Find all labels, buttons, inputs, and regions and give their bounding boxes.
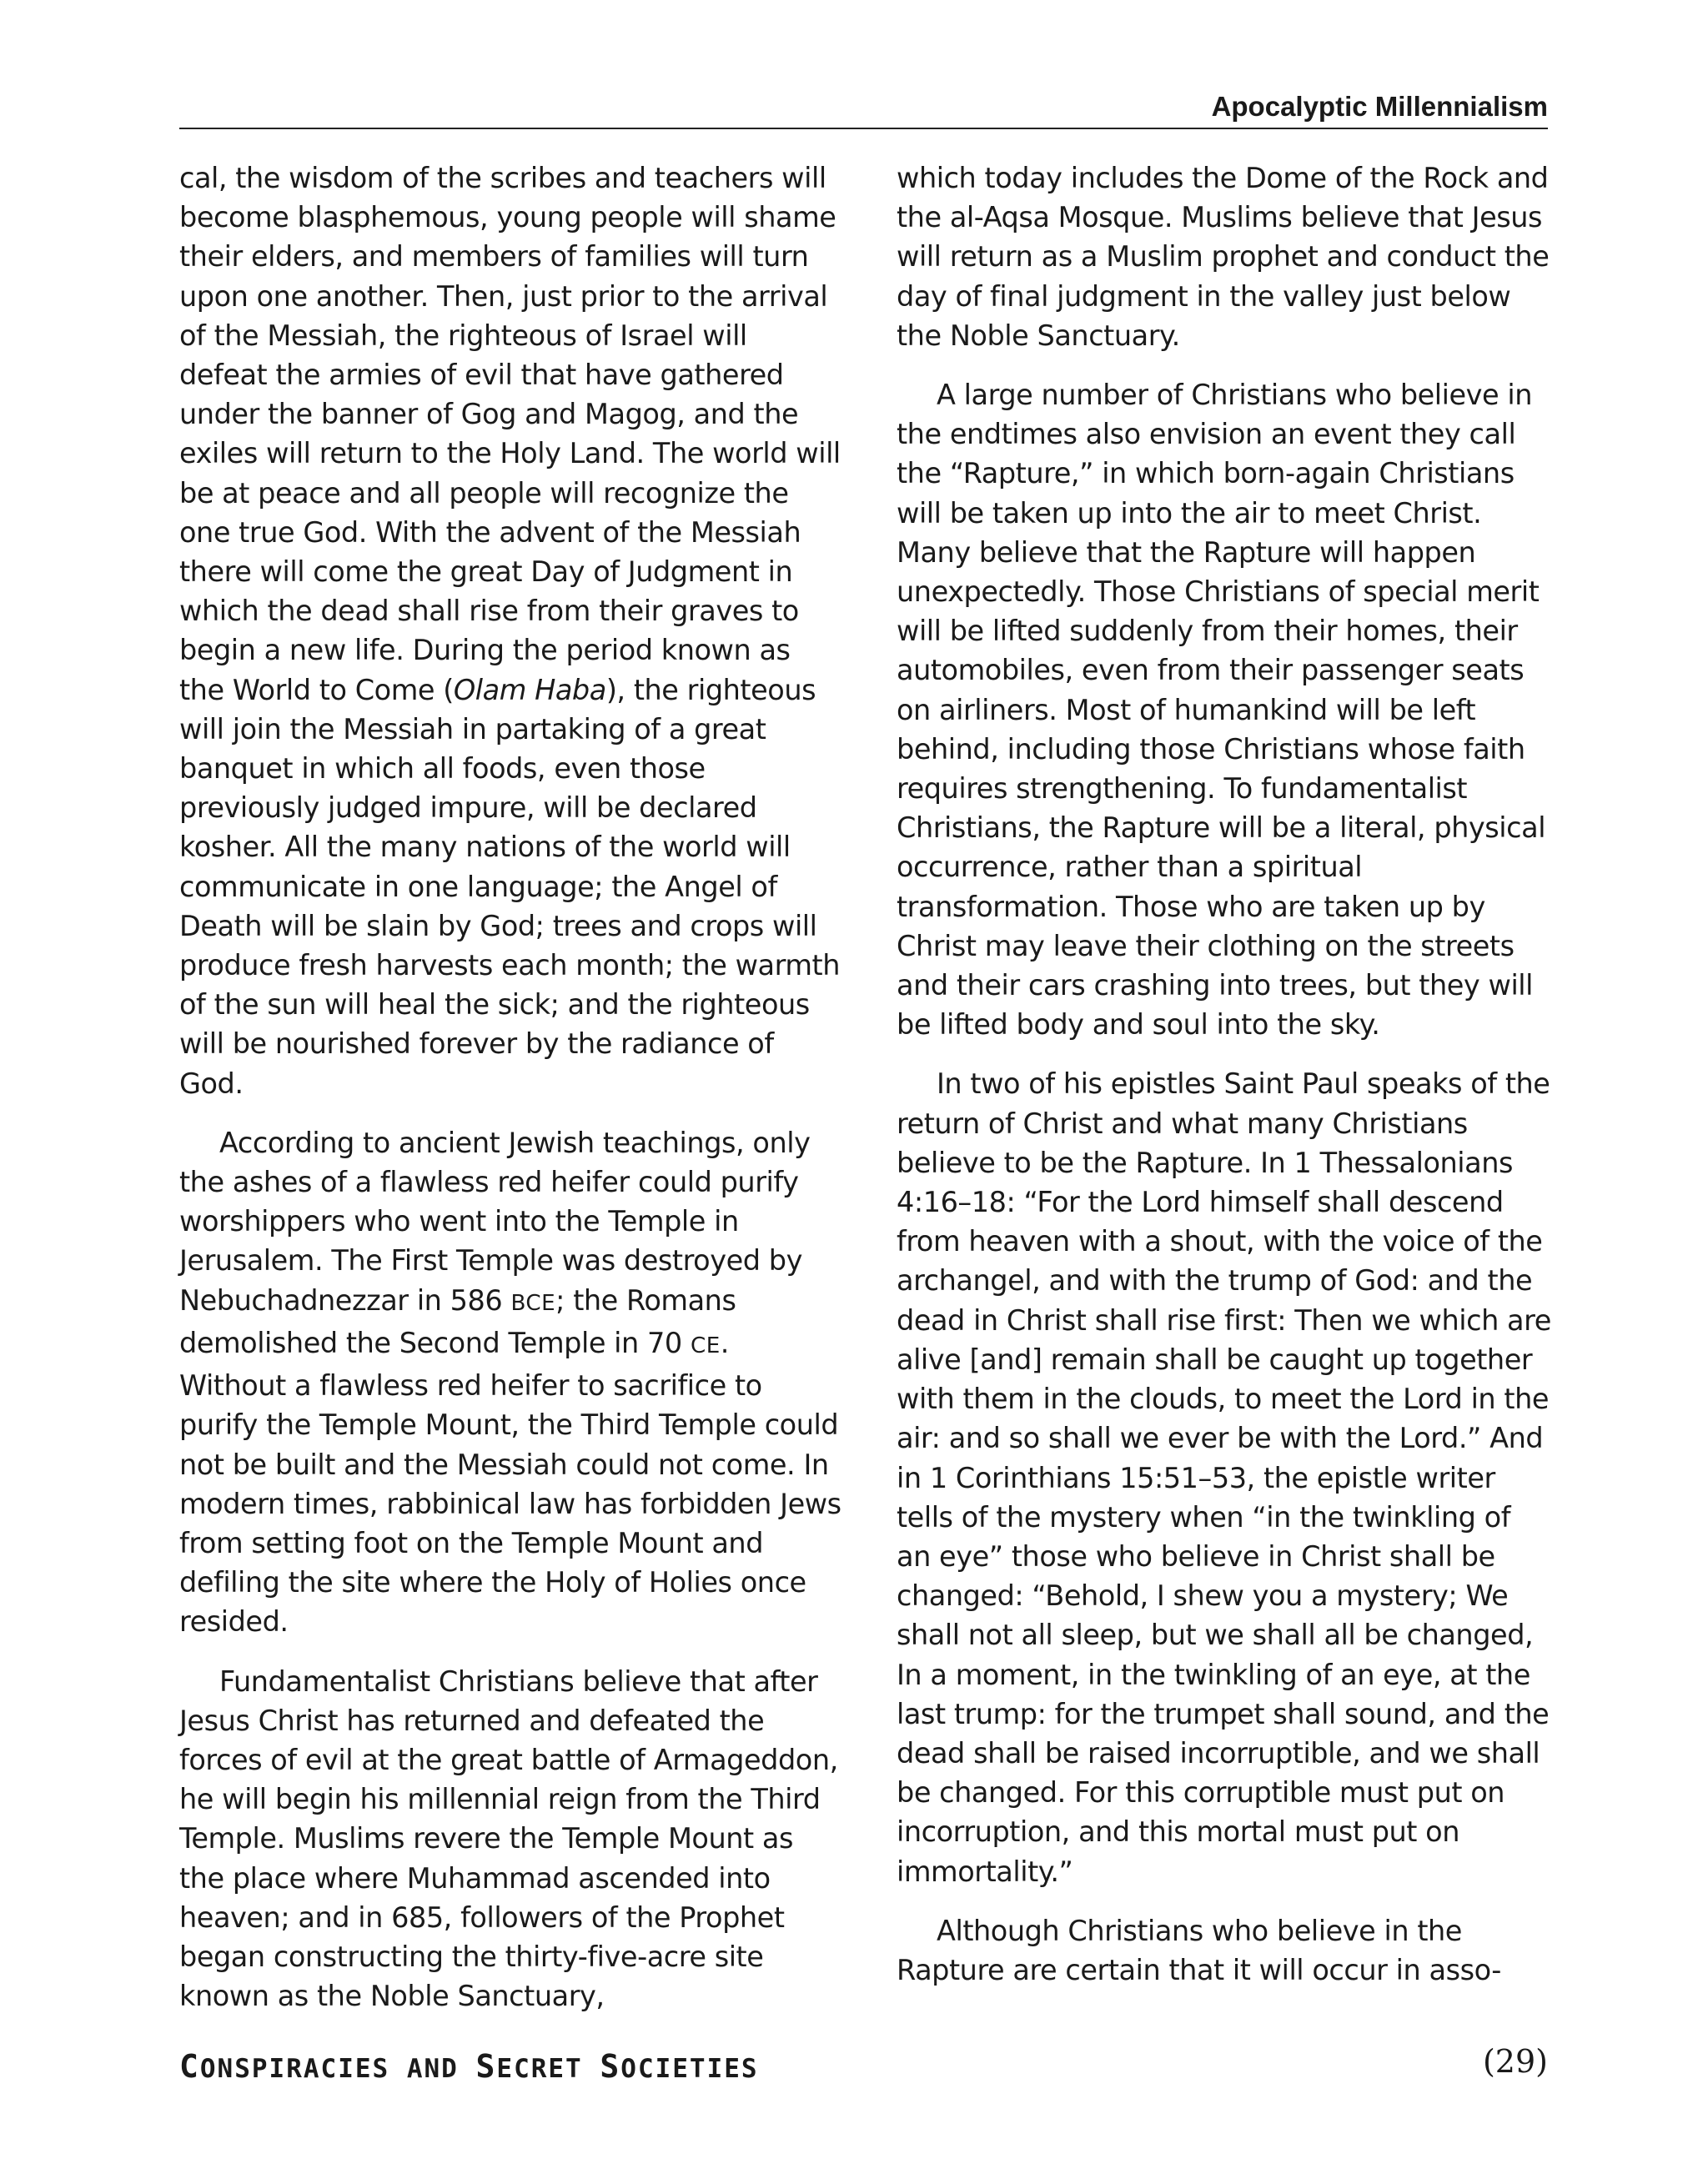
era-abbreviation: BCE <box>510 1290 556 1316</box>
paragraph-text: cal, the wisdom of the scribes and teachers will become blasphemous, young people will shame their elders, and members of families will turn upon one another. Then, just prior to the arrival of the Messiah, the righteous of Israel will defeat the armies of evil that have gathered under the banner of Gog and Magog, and the exiles will return to the Holy Land. The world will be at peace and all people will recognize the one true God. With the advent of the Messiah there will come the great Day of Judgment in which the dead shall rise from their graves to begin a new life. During the period known as the World to Come ( <box>179 162 841 706</box>
left-column <box>179 158 842 2036</box>
paragraph-text: ; the Romans demolished the Second Temple in 70 <box>179 1283 736 1359</box>
footer-title-text: OCIETIES <box>620 2054 759 2084</box>
paragraph: A large number of Christians who believe in the endtimes also envision an event they call the “Rapture,” in which born-again Christians will be taken up into the air to meet Christ. Many believe that the Rapture will happen unexpectedly. Those Christians of special merit will be lifted suddenly from their homes, their automobiles, even from their passenger seats on airliners. Most of humankind will be left behind, including those Christians whose faith requires strengthening. To fundamentalist Christians, the Rapture will be a literal, physical occurrence, rather than a spiritual transformation. Those who are taken up by Christ may leave their clothing on the streets and their cars crashing into trees, but they will be lifted body and soul into the sky. <box>897 379 1546 1042</box>
paragraph-text: . Without a flawless red heifer to sacrifice to purify the Temple Mount, the Third Temple could not be built and the Messiah could not come. In modern times, rabbinical law has forbidden Jews from setting foot on the Temple Mount and defiling the site where the Holy of Holies once resided. <box>179 1326 841 1639</box>
paragraph: Although Christians who believe in the Rapture are certain that it will occur in asso- <box>897 1914 1501 1986</box>
era-abbreviation: CE <box>690 1333 721 1358</box>
paragraph: In two of his epistles Saint Paul speaks of the return of Christ and what many Christians believe to be the Rapture. In 1 Thessalonians 4:16–18: “For the Lord himself shall descend from heaven with a shout, with the voice of the archangel, and with the trump of God: and the dead in Christ shall rise first: Then we which are alive [and] remain shall be caught up together with them in the clouds, to meet the Lord in the air: and so shall we ever be with the Lord.” And in 1 Corinthians 15:51–53, the epistle writer tells of the mystery when “in the twinkling of an eye” those who believe in Christ shall be changed: “Behold, I shew you a mystery; We shall not all sleep, but we shall all be changed, In a moment, in the twinkling of an eye, at the last trump: for the trumpet shall sound, and the dead shall be raised incorruptible, and we shall be changed. For this corruptible must put on incorruption, and this mortal must put on immortality.” <box>897 1067 1551 1888</box>
italic-term: Olam Haba <box>453 673 606 706</box>
footer-book-title <box>179 2048 759 2085</box>
paragraph <box>179 1123 842 1642</box>
paragraph: which today includes the Dome of the Rock and the al-Aqsa Mosque. Muslims believe that Jesus will return as a Muslim prophet and conduct the day of final judgment in the valley just below the Noble Sanctuary. <box>897 162 1550 352</box>
header-rule <box>179 128 1548 129</box>
paragraph-text: ), the righteous will join the Messiah in partaking of a great banquet in which all foods, even those previously judged impure, will be declared kosher. All the many nations of the world will communicate in one language; the Angel of Death will be slain by God; trees and crops will produce fresh harvests each month; the warmth of the sun will heal the sick; and the righteous will be nourished forever by the radiance of God. <box>179 673 840 1100</box>
footer-title-initial: S <box>475 2048 497 2085</box>
paragraph: Fundamentalist Christians believe that after Jesus Christ has returned and defeated the forces of evil at the great battle of Armageddon, he will begin his millennial reign from the Third Temple. Muslims revere the Temple Mount as the place where Muhammad ascended into heaven; and in 685, followers of the Prophet began constructing the thirty-five-acre site known as the Noble Sanctuary, <box>179 1664 838 2013</box>
footer-title-initial: S <box>600 2048 621 2085</box>
right-column <box>897 158 1552 2010</box>
footer-title-initial: C <box>179 2048 200 2085</box>
footer-title-text: ONSPIRACIES AND <box>199 2054 476 2084</box>
footer-title-text: ECRET <box>496 2054 600 2084</box>
running-head-title: Apocalyptic Millennialism <box>1211 91 1548 122</box>
paragraph-text: According to ancient Jewish teachings, only the ashes of a flawless red heifer could purify worshippers who went into the Temple in Jerusalem. The First Temple was destroyed by Nebuchadnezzar in 586 <box>179 1126 811 1317</box>
paragraph <box>179 158 842 1103</box>
page-number: (29) <box>1482 2043 1548 2080</box>
